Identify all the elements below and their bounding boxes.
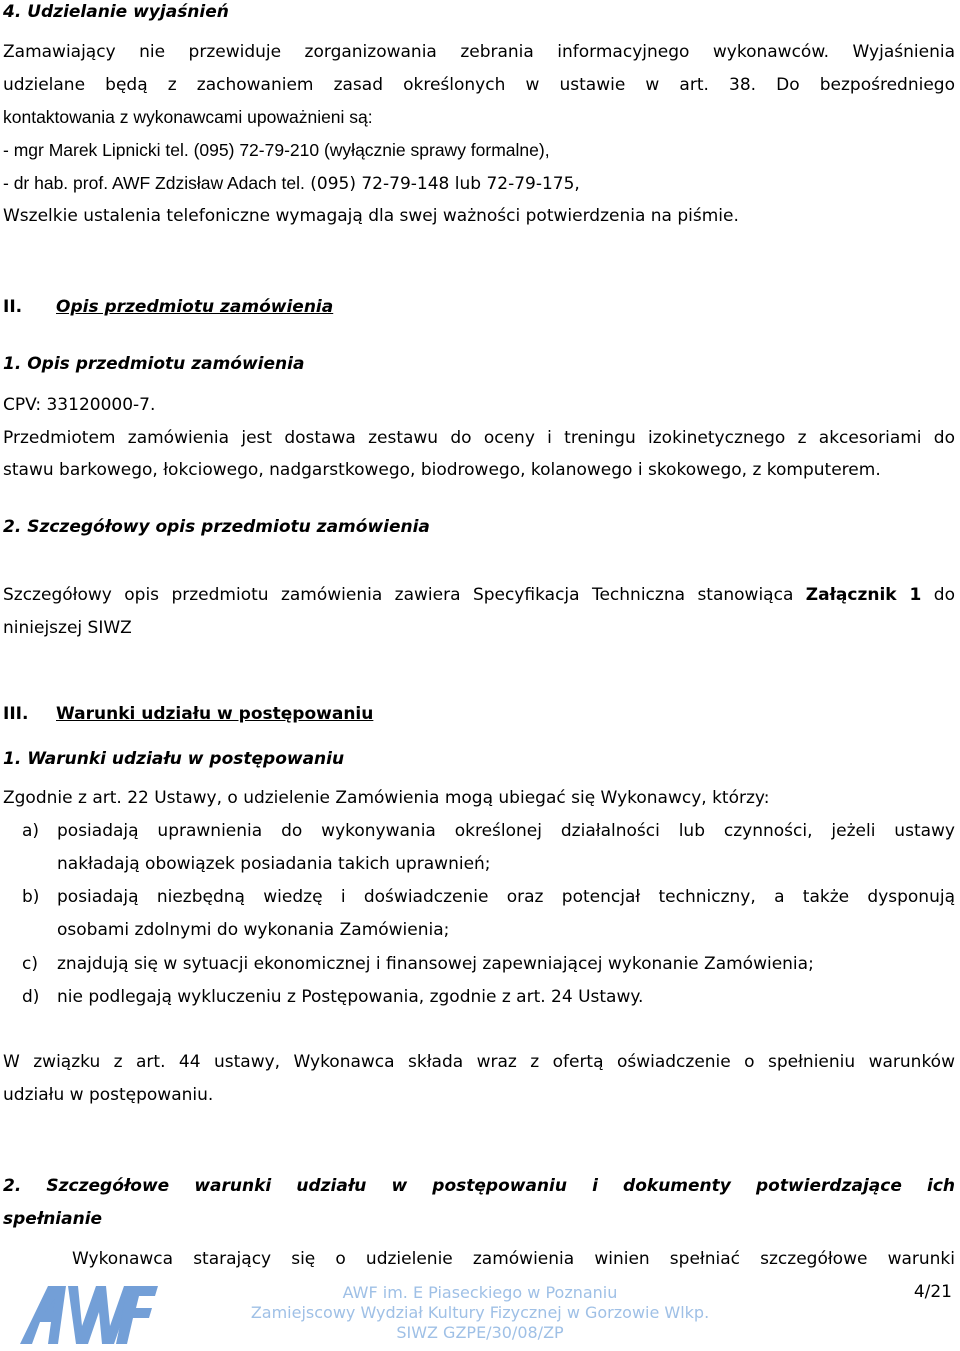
- section-ii-sub-1: 1. Opis przedmiotu zamówienia: [3, 354, 305, 374]
- section-4-para-line-2: udzielane będą z zachowaniem zasad określonych w ustawie w art. 38. Do bezpośredniego: [3, 75, 955, 95]
- item-a-label: a): [22, 821, 40, 841]
- section-iii-sub-2-line-2: spełnianie: [3, 1209, 103, 1229]
- attachment-ref: Załącznik 1: [805, 585, 922, 605]
- footer-faculty: Zamiejscowy Wydział Kultury Fizycznej w Gorzowie Wlkp.: [250, 1303, 710, 1322]
- page-number: 4/21: [913, 1282, 952, 1302]
- section-ii-para-line-2: stawu barkowego, łokciowego, nadgarstkowego, biodrowego, kolanowego i skokowego, z komputerem.: [3, 460, 881, 480]
- section-4-para-line-3: kontaktowania z wykonawcami upoważnieni są:: [3, 107, 373, 127]
- art44-line-1: W związku z art. 44 ustawy, Wykonawca składa wraz z ofertą oświadczenie o spełnieniu warunków: [3, 1052, 955, 1072]
- item-a-line-1: posiadają uprawnienia do wykonywania określonej działalności lub czynności, jeżeli ustawy: [57, 821, 955, 841]
- detail-para-line-2: niniejszej SIWZ: [3, 618, 132, 638]
- last-para-line-1: Wykonawca starający się o udzielenie zamówienia winien spełniać szczegółowe warunki: [72, 1249, 955, 1269]
- section-iii-sub-1: 1. Warunki udziału w postępowaniu: [3, 749, 345, 769]
- item-d-line-1: nie podlegają wykluczeniu z Postępowania, zgodnie z art. 24 Ustawy.: [57, 987, 644, 1007]
- item-b-line-2: osobami zdolnymi do wykonania Zamówienia;: [57, 920, 450, 940]
- item-b-label: b): [22, 887, 40, 907]
- item-a-line-2: nakładają obowiązek posiadania takich uprawnień;: [57, 854, 491, 874]
- detail-para-line-1: [3, 585, 955, 605]
- art44-line-2: udziału w postępowaniu.: [3, 1085, 214, 1105]
- section-iii-sub-2-line-1: 2. Szczegółowe warunki udziału w postępowaniu i dokumenty potwierdzające ich: [3, 1176, 955, 1196]
- section-ii-title: Opis przedmiotu zamówienia: [56, 297, 334, 317]
- section-4-para-line-1: Zamawiający nie przewiduje zorganizowania zebrania informacyjnego wykonawców. Wyjaśnienia: [3, 42, 955, 62]
- item-c-line-1: znajdują się w sytuacji ekonomicznej i finansowej zapewniającej wykonanie Zamówienia;: [57, 954, 814, 974]
- section-ii-para-line-1: Przedmiotem zamówienia jest dostawa zestawu do oceny i treningu izokinetycznego z akcesoriami do: [3, 428, 955, 448]
- footer-doc-ref: SIWZ GZPE/30/08/ZP: [396, 1323, 564, 1342]
- contact-2-name: - dr hab. prof. AWF Zdzisław Adach tel.: [3, 173, 305, 193]
- section-iii-intro: Zgodnie z art. 22 Ustawy, o udzielenie Zamówienia mogą ubiegać się Wykonawcy, którzy:: [3, 788, 770, 808]
- section-4-heading: 4. Udzielanie wyjaśnień: [3, 2, 229, 22]
- detail-text: Szczegółowy opis przedmiotu zamówienia zawiera Specyfikacja Techniczna stanowiąca: [3, 585, 806, 605]
- phone-note: Wszelkie ustalenia telefoniczne wymagają dla swej ważności potwierdzenia na piśmie.: [3, 206, 739, 226]
- section-iii-number: III.: [3, 704, 29, 724]
- contact-2-phone: (095) 72-79-148 lub 72-79-175,: [304, 174, 580, 194]
- cpv-code: CPV: 33120000-7.: [3, 395, 156, 415]
- section-ii-sub-2: 2. Szczegółowy opis przedmiotu zamówienia: [3, 517, 430, 537]
- item-b-line-1: posiadają niezbędną wiedzę i doświadczenie oraz potencjał techniczny, a także dysponują: [57, 887, 955, 907]
- section-ii-number: II.: [3, 297, 23, 317]
- detail-tail: do: [921, 585, 955, 605]
- footer-institution: AWF im. E Piaseckiego w Poznaniu: [342, 1283, 618, 1302]
- contact-1: - mgr Marek Lipnicki tel. (095) 72-79-210 (wyłącznie sprawy formalne),: [3, 140, 550, 160]
- section-iii-title: Warunki udziału w postępowaniu: [56, 704, 374, 724]
- item-d-label: d): [22, 987, 40, 1007]
- item-c-label: c): [22, 954, 38, 974]
- contact-2: [3, 173, 580, 194]
